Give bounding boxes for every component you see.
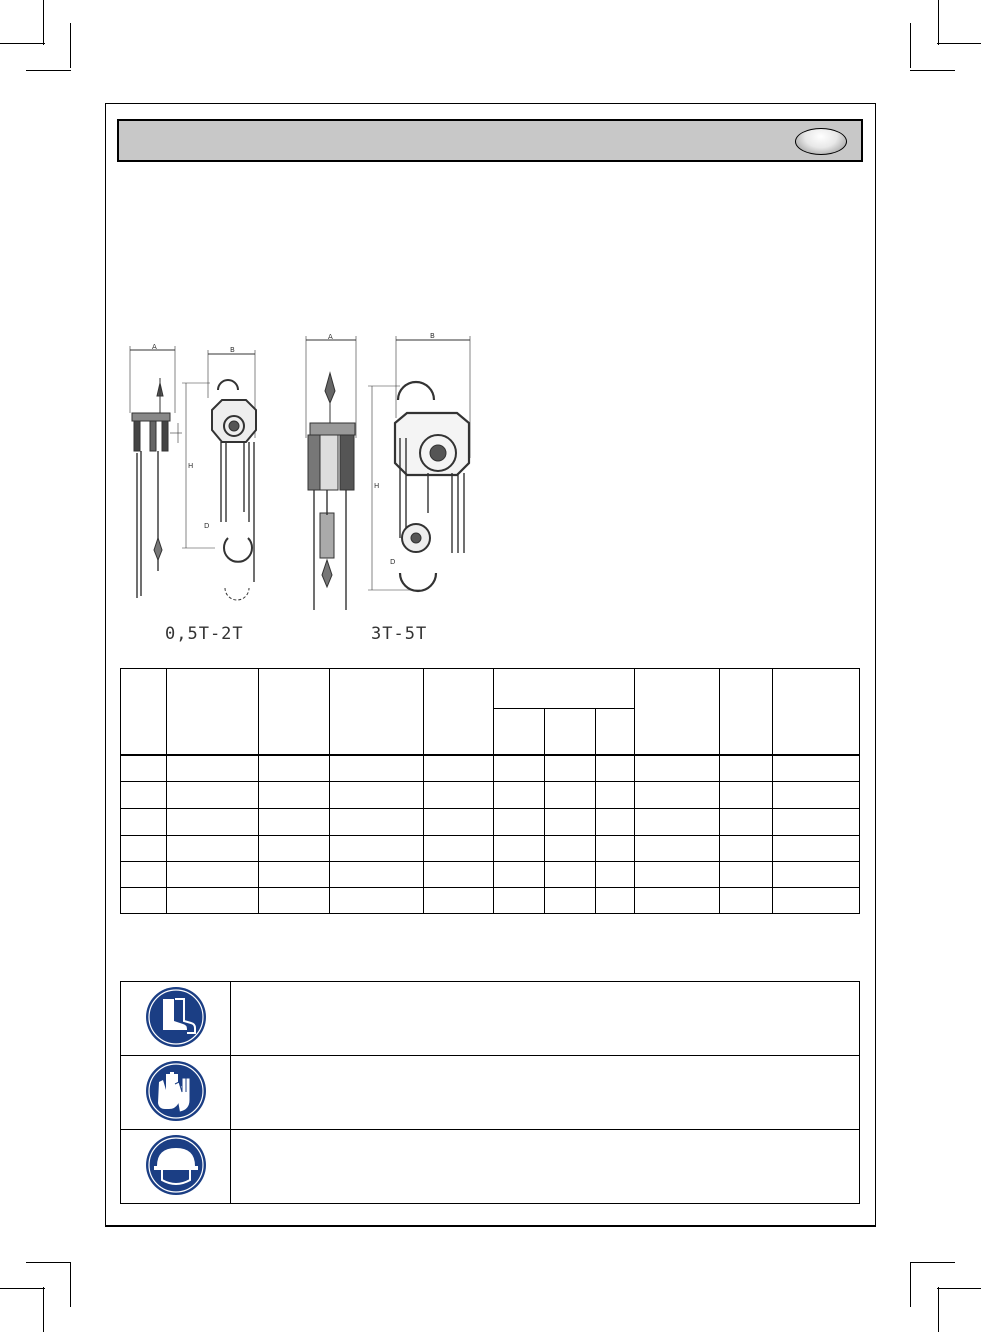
table-row bbox=[121, 888, 860, 914]
crop-mark bbox=[43, 0, 44, 45]
ppe-row bbox=[121, 1056, 860, 1130]
dimension-label-a: A bbox=[328, 333, 333, 341]
table-row bbox=[121, 782, 860, 809]
table-header-cell bbox=[121, 669, 167, 755]
crop-mark bbox=[937, 43, 981, 44]
table-subheader-cell bbox=[545, 709, 596, 755]
dimension-label-a: A bbox=[152, 343, 157, 351]
crop-mark bbox=[26, 70, 71, 71]
table-header-cell bbox=[424, 669, 494, 755]
crop-mark bbox=[26, 1262, 71, 1263]
ppe-text bbox=[231, 1056, 860, 1130]
crop-mark bbox=[938, 0, 939, 45]
table-header-group-cell bbox=[494, 669, 635, 709]
crop-mark bbox=[70, 1262, 71, 1307]
crop-mark bbox=[910, 1262, 955, 1263]
safety-helmet-icon bbox=[145, 1134, 207, 1196]
table-header-cell bbox=[330, 669, 424, 755]
table-subheader-cell bbox=[596, 709, 635, 755]
safety-gloves-icon bbox=[145, 1060, 207, 1122]
dimension-label-b: B bbox=[230, 346, 235, 354]
crop-mark bbox=[0, 1288, 45, 1289]
ppe-row bbox=[121, 982, 860, 1056]
dimension-label-d: D bbox=[390, 558, 396, 566]
table-header-cell bbox=[773, 669, 860, 755]
hoist-diagram-small bbox=[120, 338, 270, 608]
table-row bbox=[121, 755, 860, 782]
figure-caption-large: 3T-5T bbox=[371, 624, 428, 644]
crop-mark bbox=[910, 70, 955, 71]
dimension-label-h: H bbox=[374, 482, 380, 490]
crop-mark bbox=[70, 23, 71, 68]
dimension-label-h: H bbox=[188, 462, 194, 470]
dimension-label-d: D bbox=[204, 522, 210, 530]
crop-mark bbox=[910, 1262, 911, 1307]
crop-mark bbox=[0, 43, 45, 44]
table-header-cell bbox=[635, 669, 720, 755]
crop-mark bbox=[43, 1287, 44, 1332]
ppe-text bbox=[231, 1130, 860, 1204]
table-header-cell bbox=[167, 669, 259, 755]
table-header-cell bbox=[720, 669, 773, 755]
section-header-bar bbox=[117, 119, 863, 162]
crop-mark bbox=[910, 23, 911, 68]
ppe-table bbox=[120, 981, 860, 1204]
crop-mark bbox=[938, 1287, 939, 1332]
figure-caption-small: 0,5T-2T bbox=[165, 624, 244, 644]
spec-table bbox=[120, 668, 860, 914]
crop-mark bbox=[937, 1288, 981, 1289]
table-header-cell bbox=[259, 669, 330, 755]
table-header-row bbox=[121, 669, 860, 709]
ppe-text bbox=[231, 982, 860, 1056]
dimension-label-b: B bbox=[430, 332, 435, 340]
page-badge bbox=[795, 128, 847, 155]
table-row bbox=[121, 836, 860, 862]
hoist-diagram-large bbox=[300, 328, 485, 613]
table-subheader-cell bbox=[494, 709, 545, 755]
table-row bbox=[121, 862, 860, 888]
safety-boots-icon bbox=[145, 986, 207, 1048]
table-row bbox=[121, 809, 860, 836]
ppe-row bbox=[121, 1130, 860, 1204]
